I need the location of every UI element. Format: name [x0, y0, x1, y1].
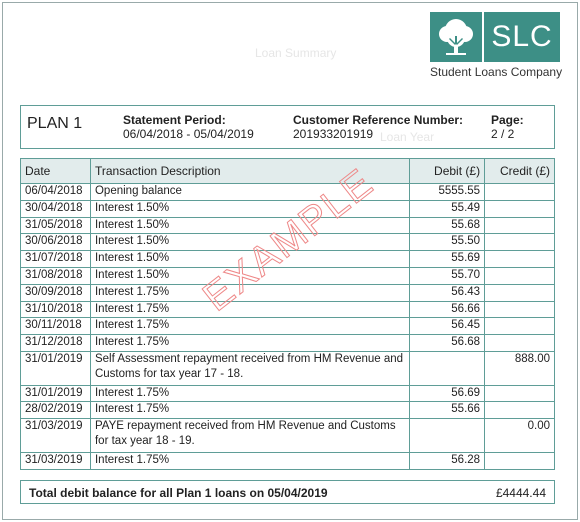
cell-credit: [485, 385, 555, 402]
cell-description: Opening balance: [90, 184, 409, 201]
table-row: [21, 251, 555, 268]
total-balance-box: [20, 480, 555, 504]
cell-credit: [485, 217, 555, 234]
cell-date: 31/07/2018: [21, 251, 91, 268]
cell-description: Interest 1.75%: [90, 402, 409, 419]
cell-date: 28/02/2019: [21, 402, 91, 419]
cell-credit: [485, 318, 555, 335]
ghost-text: Loan Year: [380, 130, 435, 144]
cell-description: Self Assessment repayment received from HM Revenue and Customs for tax year 17 - 18.: [90, 351, 409, 385]
cell-debit: 55.50: [410, 234, 485, 251]
page-label: Page:: [491, 113, 524, 127]
total-balance-value: £4444.44: [495, 486, 546, 500]
cell-description: Interest 1.75%: [90, 452, 409, 469]
transaction-table: [20, 158, 555, 470]
table-row: [21, 452, 555, 469]
cell-credit: [485, 402, 555, 419]
table-row: [21, 351, 555, 385]
col-description-header: Transaction Description: [90, 159, 409, 184]
col-date-header: Date: [21, 159, 91, 184]
cell-date: 30/06/2018: [21, 234, 91, 251]
cell-date: 31/10/2018: [21, 301, 91, 318]
cell-description: Interest 1.50%: [90, 251, 409, 268]
cell-debit: 5555.55: [410, 184, 485, 201]
plan-title: PLAN 1: [27, 115, 83, 132]
table-row: [21, 402, 555, 419]
table-row: [21, 318, 555, 335]
cell-description: Interest 1.75%: [90, 284, 409, 301]
cell-date: 31/03/2019: [21, 419, 91, 453]
cell-description: PAYE repayment received from HM Revenue and Customs for tax year 18 - 19.: [90, 419, 409, 453]
table-header-row: [21, 159, 555, 184]
logo-letters: SLC: [484, 12, 560, 62]
cell-description: Interest 1.75%: [90, 318, 409, 335]
cell-credit: [485, 301, 555, 318]
statement-period-label: Statement Period:: [123, 113, 226, 127]
table-row: [21, 419, 555, 453]
customer-ref-label: Customer Reference Number:: [293, 113, 464, 127]
transaction-rows: [21, 184, 555, 470]
cell-description: Interest 1.50%: [90, 234, 409, 251]
cell-debit: 55.69: [410, 251, 485, 268]
table-row: [21, 217, 555, 234]
tree-icon: [430, 12, 482, 62]
cell-debit: 55.66: [410, 402, 485, 419]
cell-description: Interest 1.50%: [90, 200, 409, 217]
col-debit-header: Debit (£): [410, 159, 485, 184]
cell-date: 31/05/2018: [21, 217, 91, 234]
cell-date: 31/08/2018: [21, 267, 91, 284]
total-balance-label: Total debit balance for all Plan 1 loans on 05/04/2019: [29, 486, 328, 500]
slc-logo: [430, 12, 563, 80]
table-row: [21, 200, 555, 217]
example-watermark: EXAMPLE: [195, 160, 383, 320]
cell-credit: [485, 452, 555, 469]
cell-date: 30/11/2018: [21, 318, 91, 335]
cell-date: 31/12/2018: [21, 335, 91, 352]
cell-date: 31/03/2019: [21, 452, 91, 469]
cell-date: 31/01/2019: [21, 351, 91, 385]
table-row: [21, 234, 555, 251]
cell-description: Interest 1.50%: [90, 267, 409, 284]
cell-description: Interest 1.75%: [90, 301, 409, 318]
statement-period-value: 06/04/2018 - 05/04/2019: [123, 127, 254, 141]
cell-credit: 0.00: [485, 419, 555, 453]
table-row: [21, 267, 555, 284]
table-row: [21, 385, 555, 402]
cell-date: 31/01/2019: [21, 385, 91, 402]
cell-debit: 56.28: [410, 452, 485, 469]
statement-header: [20, 105, 555, 149]
cell-description: Interest 1.75%: [90, 335, 409, 352]
page-value: 2 / 2: [491, 127, 515, 141]
cell-debit: 56.69: [410, 385, 485, 402]
cell-credit: [485, 251, 555, 268]
cell-credit: [485, 184, 555, 201]
cell-description: Interest 1.75%: [90, 385, 409, 402]
company-name: Student Loans Company: [430, 65, 563, 79]
cell-debit: 56.45: [410, 318, 485, 335]
customer-ref-value: 201933201919: [293, 127, 374, 141]
cell-date: 06/04/2018: [21, 184, 91, 201]
cell-credit: 888.00: [485, 351, 555, 385]
cell-debit: 55.49: [410, 200, 485, 217]
cell-debit: [410, 351, 485, 385]
ghost-text: Loan Summary: [255, 46, 337, 60]
cell-credit: [485, 267, 555, 284]
cell-credit: [485, 200, 555, 217]
table-row: [21, 284, 555, 301]
cell-credit: [485, 284, 555, 301]
cell-credit: [485, 234, 555, 251]
cell-date: 30/09/2018: [21, 284, 91, 301]
cell-date: 30/04/2018: [21, 200, 91, 217]
cell-debit: 55.68: [410, 217, 485, 234]
cell-credit: [485, 335, 555, 352]
cell-debit: 56.66: [410, 301, 485, 318]
cell-debit: 55.70: [410, 267, 485, 284]
table-row: [21, 301, 555, 318]
col-credit-header: Credit (£): [485, 159, 555, 184]
cell-debit: 56.68: [410, 335, 485, 352]
cell-debit: [410, 419, 485, 453]
cell-debit: 56.43: [410, 284, 485, 301]
table-row: [21, 335, 555, 352]
cell-description: Interest 1.50%: [90, 217, 409, 234]
table-row: [21, 184, 555, 201]
